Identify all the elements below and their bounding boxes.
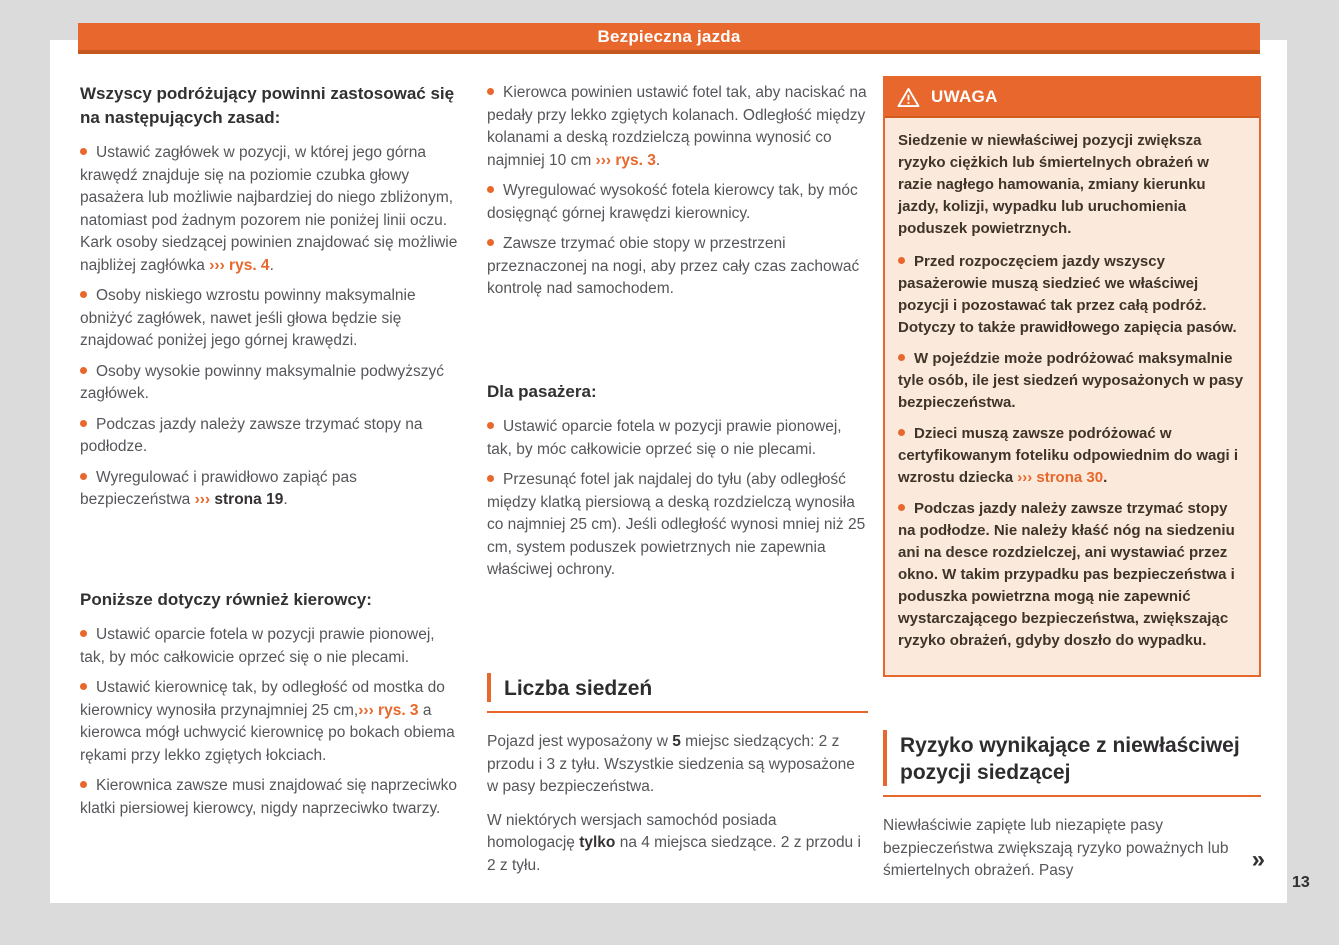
bullet-text bbox=[80, 626, 435, 666]
bullet-dot-icon bbox=[487, 186, 494, 193]
text-segment: Dzieci muszą zawsze podróżować w certyfikowanym foteliku odpowiednim do wagi i wzrostu dziecka bbox=[898, 425, 1239, 486]
text-segment: Przed rozpoczęciem jazdy wszyscy pasażerowie muszą siedzieć we właściwej pozycji i pozostawać tak przez całą podróż. Dotyczy to także prawidłowego zapięcia pasów. bbox=[898, 253, 1237, 336]
bullet-text bbox=[487, 418, 842, 458]
bullet-dot-icon bbox=[487, 239, 494, 246]
section-liczba-siedzen bbox=[487, 673, 868, 877]
text-segment: miejsc siedzących: 2 z przodu i 3 z tyłu. Wszystkie siedzenia są wyposażone w pasy bezpieczeństwa. bbox=[487, 733, 855, 795]
section-heading-rule bbox=[487, 673, 868, 713]
text-segment: Siedzenie w niewłaściwej pozycji zwiększa ryzyko ciężkich lub śmiertelnych obrażeń w razie nagłego hamowania, zmiany kierunku jazdy, kolizji, wypadku lub uruchomienia poduszek powietrznych. bbox=[898, 132, 1209, 237]
cross-reference-link[interactable]: strona 19 bbox=[214, 491, 284, 508]
bullet-dot-icon bbox=[487, 88, 494, 95]
text-segment: W pojeździe może podróżować maksymalnie tyle osób, ile jest siedzeń wyposażonych w pasy bezpieczeństwa. bbox=[898, 350, 1244, 411]
list-item bbox=[80, 467, 462, 512]
bullet-dot-icon bbox=[80, 473, 87, 480]
chapter-title: Bezpieczna jazda bbox=[597, 26, 741, 46]
text-segment: Ustawić zagłówek w pozycji, w której jego górna krawędź znajduje się na poziomie czubka głowy pasażera lub możliwie najbardziej do niego zbliżonym, natomiast pod żadnym pozorem nie poniżej linii oczu. Kark osoby siedzącej powinien znajdować się możliwie najbliżej zagłówka bbox=[80, 144, 458, 274]
cross-reference-link[interactable]: ››› rys. 3 bbox=[358, 701, 419, 719]
list-item bbox=[487, 180, 868, 225]
cross-reference-link[interactable]: ››› rys. 3 bbox=[595, 151, 656, 169]
bullet-dot-icon bbox=[80, 367, 87, 374]
bullet-text bbox=[898, 500, 1235, 649]
text-segment: tylko bbox=[579, 834, 616, 851]
bullet-text bbox=[487, 235, 859, 297]
section-title: Liczba siedzeń bbox=[487, 673, 868, 702]
text-segment: Przesunąć fotel jak najdalej do tyłu (aby odległość między klatką piersiową a deską rozdzielczą wynosiła co najmniej 25 cm). Jeśli odległość wynosi mniej niż 25 cm, system poduszek powietrznych nie zapewnia właściwej ochrony. bbox=[487, 471, 866, 578]
section-title: Ryzyko wynikające z niewłaściwej pozycji siedzącej bbox=[883, 730, 1261, 786]
list-item bbox=[487, 82, 868, 172]
warning-triangle-icon bbox=[897, 87, 920, 108]
text-segment: Podczas jazdy należy zawsze trzymać stopy na podłodze. Nie należy kłaść nóg na siedzeniu ani na desce rozdzielczej, ani wystawiać przez okno. W takim przypadku pas bezpieczeństwa i poduszka powietrzna mogą nie zapewnić wystarczającego bezpieczeństwa, zwiększając ryzyko obrażeń, gdyby doszło do wypadku. bbox=[898, 500, 1235, 649]
bullet-text bbox=[898, 253, 1237, 336]
warning-intro bbox=[898, 130, 1246, 240]
bullet-dot-icon bbox=[80, 683, 87, 690]
bullet-text bbox=[80, 679, 455, 764]
list-item bbox=[898, 498, 1246, 652]
continuation-marker: » bbox=[1251, 846, 1265, 873]
list-item bbox=[898, 251, 1246, 339]
text-segment: Wyregulować i prawidłowo zapiąć pas bezpieczeństwa bbox=[80, 468, 357, 508]
text-segment: a kierowca mógł uchwycić kierownicę po bokach obiema rękami przy lekko zgiętych łokciach. bbox=[80, 701, 455, 764]
bullet-dot-icon bbox=[80, 630, 87, 637]
col1-block-driver bbox=[80, 588, 462, 820]
list-item bbox=[898, 423, 1246, 489]
text-segment: Ustawić kierownicę tak, by odległość od mostka do kierownicy wynosiła przynajmniej 25 cm, bbox=[80, 679, 445, 719]
column-left bbox=[80, 40, 462, 903]
paragraph bbox=[487, 810, 868, 878]
bullet-dot-icon bbox=[898, 429, 905, 436]
bullet-list bbox=[487, 82, 868, 301]
text-segment: na 4 miejsca siedzące. 2 z przodu i 2 z tyłu. bbox=[487, 834, 861, 874]
bullet-text bbox=[80, 777, 457, 817]
bullet-dot-icon bbox=[80, 291, 87, 298]
bullet-list bbox=[80, 142, 462, 512]
text-segment: . bbox=[1103, 469, 1108, 486]
bullet-dot-icon bbox=[487, 475, 494, 482]
list-item bbox=[80, 142, 462, 277]
col1-block-rules bbox=[80, 82, 462, 512]
bullet-list bbox=[487, 416, 868, 582]
bullet-text bbox=[80, 416, 423, 456]
col1-heading: Wszyscy podróżujący powinni zastosować się na następujących zasad: bbox=[80, 84, 455, 127]
text-segment: W niektórych wersjach samochód posiada homologację bbox=[487, 811, 777, 851]
text-segment: Kierownica zawsze musi znajdować się naprzeciwko klatki piersiowej kierowcy, nigdy naprzeciwko twarzy. bbox=[80, 777, 457, 817]
text-segment: Osoby niskiego wzrostu powinny maksymalnie obniżyć zagłówek, nawet jeśli głowa będzie się znajdować poniżej jego górnej krawędzi. bbox=[80, 287, 416, 349]
list-item bbox=[80, 285, 462, 353]
text-segment: ››› bbox=[194, 491, 215, 508]
list-item bbox=[80, 361, 462, 406]
list-item bbox=[898, 348, 1246, 414]
bullet-text bbox=[80, 469, 357, 509]
list-item bbox=[487, 416, 868, 461]
text-segment: Podczas jazdy należy zawsze trzymać stopy na podłodze. bbox=[80, 415, 423, 455]
warning-title: UWAGA bbox=[931, 86, 998, 106]
bullet-dot-icon bbox=[898, 257, 905, 264]
col2-heading: Dla pasażera: bbox=[487, 382, 597, 401]
bullet-text bbox=[80, 144, 457, 274]
bullet-text bbox=[898, 425, 1238, 486]
bullet-text bbox=[898, 350, 1243, 411]
paragraph bbox=[883, 815, 1261, 883]
text-segment: Niewłaściwie zapięte lub niezapięte pasy bezpieczeństwa zwiększają ryzyko poważnych lub śmiertelnych obrażeń. Pasy bbox=[883, 817, 1229, 879]
paragraph bbox=[487, 731, 868, 799]
list-item bbox=[80, 677, 462, 767]
col2-block-passenger bbox=[487, 380, 868, 582]
section-heading-rule bbox=[883, 730, 1261, 797]
bullet-text bbox=[487, 182, 858, 222]
col1-heading2: Poniższe dotyczy również kierowcy: bbox=[80, 590, 372, 609]
list-item bbox=[80, 624, 462, 669]
bullet-dot-icon bbox=[898, 504, 905, 511]
text-segment: . bbox=[269, 256, 274, 274]
text-segment: Ustawić oparcie fotela w pozycji prawie pionowej, tak, by móc całkowicie oprzeć się o nie plecami. bbox=[487, 418, 842, 458]
section-ryzyko bbox=[883, 730, 1261, 883]
text-segment: . bbox=[655, 151, 661, 169]
bullet-text bbox=[487, 471, 865, 578]
bullet-dot-icon bbox=[80, 148, 87, 155]
text-segment: Osoby wysokie powinny maksymalnie podwyższyć zagłówek. bbox=[80, 362, 445, 402]
list-item bbox=[80, 775, 462, 820]
bullet-list bbox=[80, 624, 462, 820]
text-segment: Kierowca powinien ustawić fotel tak, aby naciskać na pedały przy lekko zgiętych kolanach. Odległość między kolanami a deską rozdzielczą powinna wynosić co najmniej 10 cm bbox=[487, 84, 867, 169]
text-segment: Pojazd jest wyposażony w bbox=[487, 733, 673, 750]
bullet-list bbox=[898, 251, 1246, 652]
bullet-dot-icon bbox=[898, 354, 905, 361]
cross-reference-link[interactable]: ››› strona 30 bbox=[1017, 469, 1104, 486]
text-segment: Wyregulować wysokość fotela kierowcy tak, by móc dosięgnąć górnej krawędzi kierownicy. bbox=[487, 182, 858, 222]
warning-body bbox=[885, 118, 1259, 675]
text-segment: . bbox=[283, 491, 288, 508]
bullet-dot-icon bbox=[487, 422, 494, 429]
text-segment: 5 bbox=[672, 733, 681, 750]
manual-page bbox=[50, 26, 1287, 903]
column-right bbox=[883, 40, 1261, 903]
warning-box bbox=[883, 76, 1261, 677]
bullet-text bbox=[487, 84, 867, 169]
page-number: 13 bbox=[1292, 874, 1310, 891]
list-item bbox=[487, 233, 868, 301]
bullet-text bbox=[80, 287, 416, 349]
bullet-dot-icon bbox=[80, 420, 87, 427]
bullet-dot-icon bbox=[80, 781, 87, 788]
text-segment: Zawsze trzymać obie stopy w przestrzeni przeznaczonej na nogi, aby przez cały czas zachować kontrolę nad samochodem. bbox=[487, 235, 860, 297]
cross-reference-link[interactable]: ››› rys. 4 bbox=[209, 256, 270, 274]
list-item bbox=[487, 469, 868, 582]
list-item bbox=[80, 414, 462, 459]
col2-block-driver-seat bbox=[487, 82, 868, 301]
bullet-text bbox=[80, 363, 444, 403]
text-segment: Ustawić oparcie fotela w pozycji prawie pionowej, tak, by móc całkowicie oprzeć się o nie plecami. bbox=[80, 626, 435, 666]
warning-header bbox=[885, 78, 1259, 118]
column-middle bbox=[487, 40, 868, 903]
